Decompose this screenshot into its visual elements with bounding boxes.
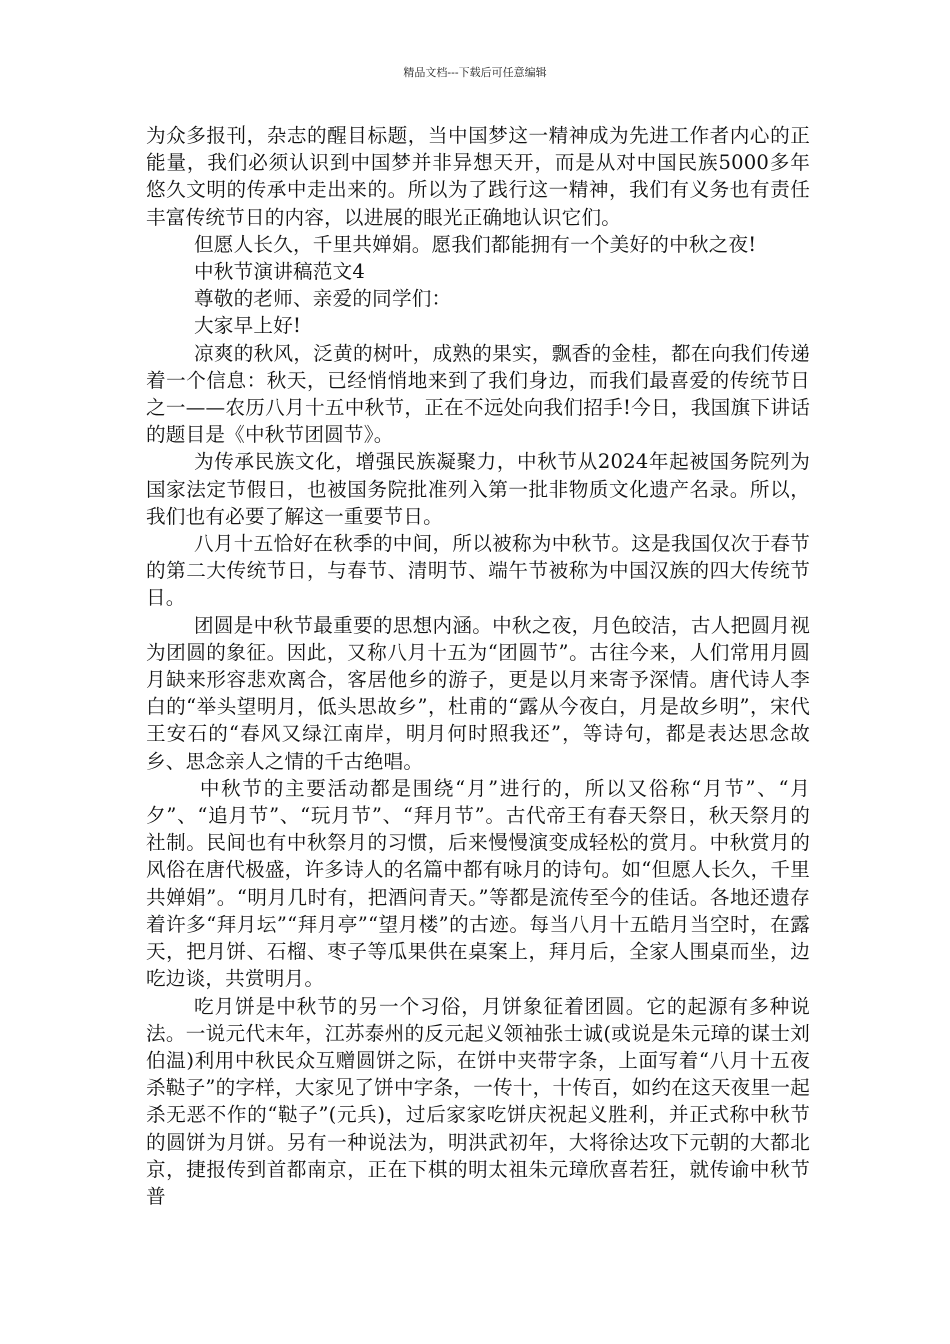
page-header: 精品文档---下载后可任意编辑 [403, 66, 547, 79]
section-title: 中秋节演讲稿范文4 [194, 260, 366, 284]
greeting: 大家早上好! [194, 314, 302, 338]
paragraph: 凉爽的秋风，泛黄的树叶，成熟的果实，飘香的金桂，都在向我们传递着一个信息：秋天，已经悄悄地来到了我们身边，而我们最喜爱的传统节日之一——农历八月十五中秋节，正在不远处向我们招手!今日，我国旗下讲话的题目是《中秋节团圆节》。 [146, 341, 810, 447]
paragraph-continuation: 为众多报刊，杂志的醒目标题，当中国梦这一精神成为先进工作者内心的正能量，我们必须认识到中国梦并非异想天开，而是从对中国民族5000多年悠久文明的传承中走出来的。所以为了践行这一精神，我们有义务也有责任丰富传统节日的内容，以进展的眼光正确地认识它们。 [146, 124, 810, 229]
paragraph: 为传承民族文化，增强民族凝聚力，中秋节从2024年起被国务院列为国家法定节假日，也被国务院批准列入第一批非物质文化遗产名录。所以，我们也有必要了解这一重要节日。 [146, 450, 810, 528]
paragraph: 中秋节的主要活动都是围绕“月”进行的，所以又俗称“月节”、“月夕”、“追月节”、“玩月节”、“拜月节”。古代帝王有春天祭日，秋天祭月的社制。民间也有中秋祭月的习惯，后来慢慢演变成轻松的赏月。中秋赏月的风俗在唐代极盛，许多诗人的名篇中都有咏月的诗句。如“但愿人长久，千里共婵娟”。“明月几时有，把酒问青天。”等都是流传至今的佳话。各地还遗存着许多“拜月坛”“拜月亭”“望月楼”的古迹。每当八月十五皓月当空时，在露天，把月饼、石榴、枣子等瓜果供在桌案上，拜月后，全家人围桌而坐，边吃边谈，共赏明月。 [146, 776, 810, 991]
paragraph: 团圆是中秋节最重要的思想内涵。中秋之夜，月色皎洁，古人把圆月视为团圆的象征。因此，又称八月十五为“团圆节”。古往今来，人们常用月圆月缺来形容悲欢离合，客居他乡的游子，更是以月来寄予深情。唐代诗人李白的“举头望明月，低头思故乡”，杜甫的“露从今夜白，月是故乡明”，宋代王安石的“春风又绿江南岸，明月何时照我还”，等诗句，都是表达思念故乡、思念亲人之情的千古绝唱。 [146, 613, 810, 773]
document-body [146, 122, 810, 1210]
paragraph: 八月十五恰好在秋季的中间，所以被称为中秋节。这是我国仅次于春节的第二大传统节日，与春节、清明节、端午节被称为中国汉族的四大传统节日。 [146, 532, 810, 610]
salutation: 尊敬的老师、亲爱的同学们： [194, 287, 452, 311]
paragraph-closing-wish: 但愿人长久，千里共婵娟。愿我们都能拥有一个美好的中秋之夜! [194, 232, 757, 256]
paragraph: 吃月饼是中秋节的另一个习俗，月饼象征着团圆。它的起源有多种说法。一说元代末年，江苏泰州的反元起义领袖张士诚(或说是朱元璋的谋士刘伯温)利用中秋民众互赠圆饼之际，在饼中夹带字条，上面写着“八月十五夜杀鞑子”的字样，大家见了饼中字条，一传十，十传百，如约在这天夜里一起杀无恶不作的“鞑子”(元兵)，过后家家吃饼庆祝起义胜利，并正式称中秋节的圆饼为月饼。另有一种说法为，明洪武初年，大将徐达攻下元朝的大都北京，捷报传到首都南京，正在下棋的明太祖朱元璋欣喜若狂，就传谕中秋节普 [146, 994, 810, 1208]
